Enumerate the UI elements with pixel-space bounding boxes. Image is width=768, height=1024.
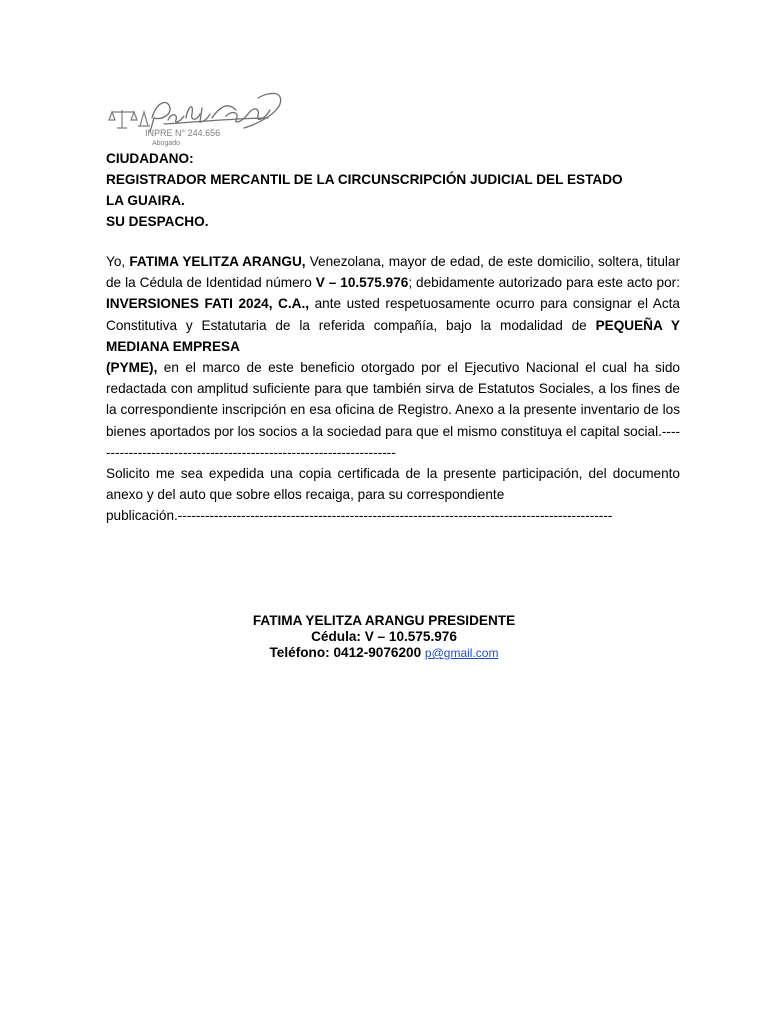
applicant-name: FATIMA YELITZA ARANGU, bbox=[129, 254, 306, 269]
paragraph-request: Solicito me sea expedida una copia certificada de la presente participación, del documento anexo y del auto que sobre ellos recaiga, para su correspondiente bbox=[106, 466, 680, 503]
text-run: ante usted respetuosamente ocurro para consignar el Acta Constitutiva y Estatutaria de la referida compañía, bajo la modalidad de bbox=[106, 296, 680, 333]
stamp-signature-icon bbox=[108, 88, 288, 154]
text-run: Venezolana, mayor de edad, de este domicilio, soltera, titular de la Cédula de Identidad número bbox=[106, 254, 681, 291]
company-name: INVERSIONES FATI 2024, C.A., bbox=[106, 296, 310, 312]
text-run: en el marco de este beneficio otorgado por el Ejecutivo Nacional el cual ha sido redactada con amplitud suficiente para que también sirva de Estatutos Sociales, a los fines de la correspondiente inscripción en esa oficina de Registro. Anexo a la presente inventario de los bienes aportados por los socios a la sociedad para que el mismo constituya el capital social.-------------------------------------------------------------------- bbox=[106, 360, 680, 460]
header-line-estado: LA GUAIRA. bbox=[106, 193, 185, 208]
signer-contact bbox=[0, 645, 768, 661]
company-pyme: (PYME), bbox=[106, 360, 158, 376]
applicant-id: V – 10.575.976 bbox=[315, 275, 409, 291]
text-run: ; debidamente autorizado para este acto por: bbox=[408, 275, 680, 291]
signer-phone: Teléfono: 0412-9076200 bbox=[269, 645, 422, 660]
stamp-role: Abogado bbox=[152, 140, 181, 147]
stamp-inpre-number: INPRE N° 244.656 bbox=[145, 128, 221, 138]
lawyer-stamp bbox=[108, 88, 288, 154]
header-line-despacho: SU DESPACHO. bbox=[106, 214, 209, 229]
header-line-registrador: REGISTRADOR MERCANTIL DE LA CIRCUNSCRIPCIÓN JUDICIAL DEL ESTADO bbox=[106, 172, 623, 187]
text-run: Yo, bbox=[106, 254, 130, 269]
signature-block bbox=[0, 613, 768, 661]
addressee-header bbox=[106, 148, 682, 232]
paragraph-main bbox=[106, 251, 680, 463]
paragraph-publication: publicación.------------------------------------------------------------------------------------------------ bbox=[106, 508, 613, 524]
signer-name: FATIMA YELITZA ARANGU PRESIDENTE bbox=[252, 613, 516, 628]
signer-cedula: Cédula: V – 10.575.976 bbox=[311, 629, 457, 644]
company-modality: PEQUEÑA Y MEDIANA EMPRESA bbox=[106, 317, 680, 354]
signer-email-link[interactable]: p@gmail.com bbox=[424, 646, 499, 660]
header-line-ciudadano: CIUDADANO: bbox=[106, 151, 194, 166]
document-body bbox=[106, 251, 680, 527]
